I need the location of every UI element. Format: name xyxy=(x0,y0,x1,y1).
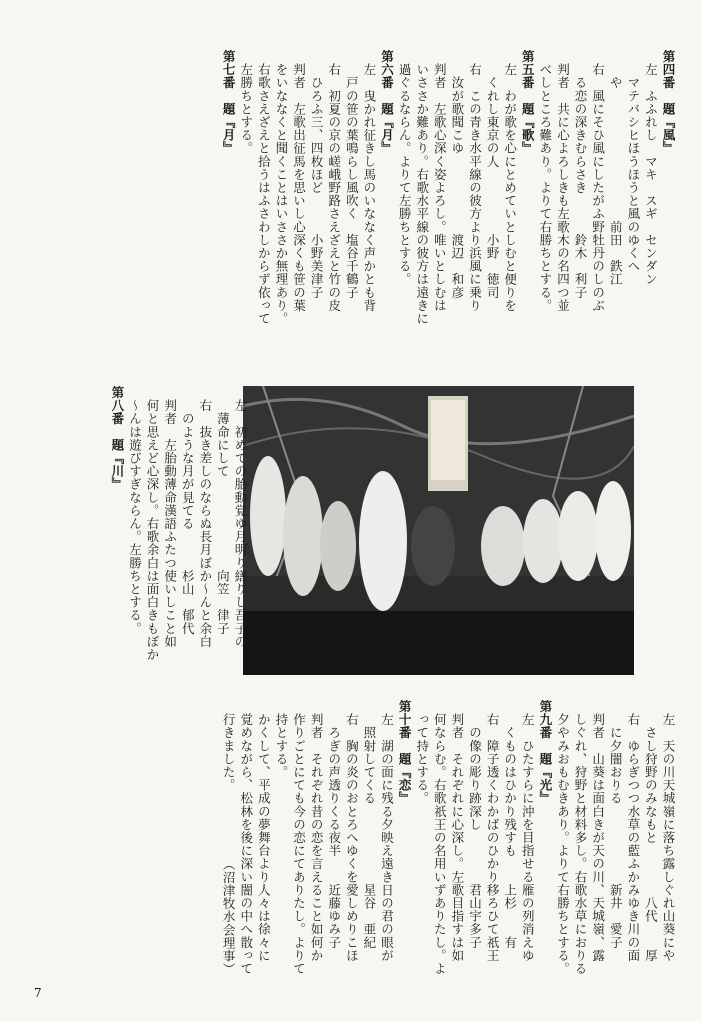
top-line: 過ぐるならん。よりて左勝ちとする。 xyxy=(397,50,413,286)
bottom-line: 覚めながら、松林を後に深い闇の中へ散って xyxy=(238,700,254,976)
bottom-line: 右 胸の炎のおとろへゆくを愛しめりこほ xyxy=(344,700,360,962)
bottom-line: 左 天の川天城嶺に落ち露しぐれ山葵にや xyxy=(661,700,676,962)
top-line: 左 わが歌を心にとめていとしむと便りを xyxy=(502,50,518,312)
bottom-line: 右 障子透くわかばのひかり移ろひて祇王 xyxy=(485,700,501,962)
top-line: 判者 左歌心深く姿よろし。唯いとしむは xyxy=(432,50,448,312)
top-line: 左勝ちとする。 xyxy=(238,50,254,155)
bottom-line: 第十番 題『恋』 xyxy=(397,700,413,805)
top-line: 第四番 題『風』 xyxy=(661,50,676,155)
top-line: をいななくと聞くことはいささか無理あり。 xyxy=(273,50,289,326)
bottom-line: 判者 それぞれ昔の恋を言えること如何か xyxy=(309,700,325,962)
event-photo xyxy=(243,386,634,675)
bottom-line: 何ならむ。右歌祇王の名用いずありたし。よ xyxy=(432,700,448,976)
bottom-line: 判者 山葵は面白きが天の川、天城嶺、露 xyxy=(590,700,606,962)
top-line: 右 この青き水平線の彼方より浜風に乗り xyxy=(467,50,483,312)
top-line: 戸の笹の葉鳴らし風吹く 塩谷千鶴子 xyxy=(344,50,360,299)
bottom-line: の像の彫り跡深し 君山宇多子 xyxy=(467,700,483,949)
bottom-line: 判者 それぞれに心深し。左歌目指すは如 xyxy=(449,700,465,962)
bottom-line: 右 ゆらぎつつ水草の藍ふかみゆき川の面 xyxy=(625,700,641,962)
bottom-line: さし狩野のみなもと 八代 厚 xyxy=(643,700,659,962)
mid-line: 薄命にして 向笠 律子 xyxy=(215,386,231,635)
top-line: マテバシヒほうほうと風のゆくへ xyxy=(625,50,641,273)
top-line: 汝が歌聞こゆ 渡辺 和彦 xyxy=(449,50,465,299)
mid-line: のような月が見てる 杉山 郁代 xyxy=(180,386,196,635)
top-line: る恋の深きむらさき 鈴木 利子 xyxy=(573,50,589,299)
top-line: 第七番 題『月』 xyxy=(221,50,237,155)
top-line: 判者 共に心よろしきも左歌木の名四つ並 xyxy=(555,50,571,312)
mid-line: 右 抜き差しのならぬ長月ぼか～んと余白 xyxy=(197,386,213,648)
bottom-line: かくして、平成の夢舞台より人々は徐々に xyxy=(256,700,272,962)
top-line: くれし東京の人 小野 徳司 xyxy=(485,50,501,299)
top-line: 右 初夏の京の嵯峨野路さえざえと竹の皮 xyxy=(326,50,342,312)
bottom-line: 持とする。 xyxy=(273,700,289,779)
bottom-line: 夕やみおもむきあり。よりて右勝ちとする。 xyxy=(555,700,571,976)
page-number: 7 xyxy=(34,986,42,1000)
mid-line: 判者 左胎動薄命漢語ふたつ使いしこと如 xyxy=(162,386,178,648)
bottom-line: しぐれ、狩野と材料多し。右歌水草におりる xyxy=(573,700,589,976)
bottom-line: 左 湖の面に残る夕映え遠き日の君の眼が xyxy=(379,700,395,962)
top-line: ひろふ三、四枚ほど 小野美津子 xyxy=(309,50,325,299)
bottom-text-block xyxy=(17,700,677,980)
mid-line: ～んは遊びすぎならん。左勝ちとする。 xyxy=(127,386,143,635)
bottom-line: 作りごとにても今の恋にてありたし。よりて xyxy=(291,700,307,976)
top-line: いささか難あり。右歌水平線の彼方は遠きに xyxy=(414,50,430,326)
top-line: 右 風にそひ風にしたがふ野牡丹のしのぶ xyxy=(590,50,606,312)
top-line: 第六番 題『月』 xyxy=(379,50,395,155)
bottom-line: 行きました。 （沼津牧水会理事） xyxy=(221,700,237,976)
top-line: 右歌さえざえと拾うはふさわしからず依って xyxy=(256,50,272,326)
bottom-line: ろぎの声透りくる夜半 近藤ゆみ子 xyxy=(326,700,342,949)
bottom-line: に夕闇おりる 新井 愛子 xyxy=(608,700,624,949)
mid-line: 何と思えど心深し。右歌余白は面白きもぼか xyxy=(145,386,161,662)
bottom-line: くものはひかり残すも 上杉 有 xyxy=(502,700,518,949)
top-line: 左 曳かれ征きし馬のいななく声かとも背 xyxy=(361,50,377,312)
bottom-line: 左 ひたすらに沖を目指せる雁の列消えゆ xyxy=(520,700,536,962)
top-line: や 前田 鉄江 xyxy=(608,50,624,286)
middle-text-block xyxy=(19,386,249,686)
bottom-line: って持とする。 xyxy=(414,700,430,805)
bottom-line: 照射してくる 星谷 亜紀 xyxy=(361,700,377,949)
top-line: 左 ふふれし マキ スギ センダン xyxy=(643,50,659,286)
mid-line: 左 初めての胎動覚ゆ月明り繕りし吾子の xyxy=(233,386,248,648)
bottom-line: 第九番 題『光』 xyxy=(537,700,553,805)
mid-line: 第八番 題『川』 xyxy=(109,386,125,491)
top-line: 第五番 題『歌』 xyxy=(520,50,536,155)
top-line: 判者 左歌出征馬を思いし心深くも笹の葉 xyxy=(291,50,307,312)
top-text-block xyxy=(17,50,677,380)
top-line: べしところ難あり。よりて右勝ちとする。 xyxy=(537,50,553,312)
